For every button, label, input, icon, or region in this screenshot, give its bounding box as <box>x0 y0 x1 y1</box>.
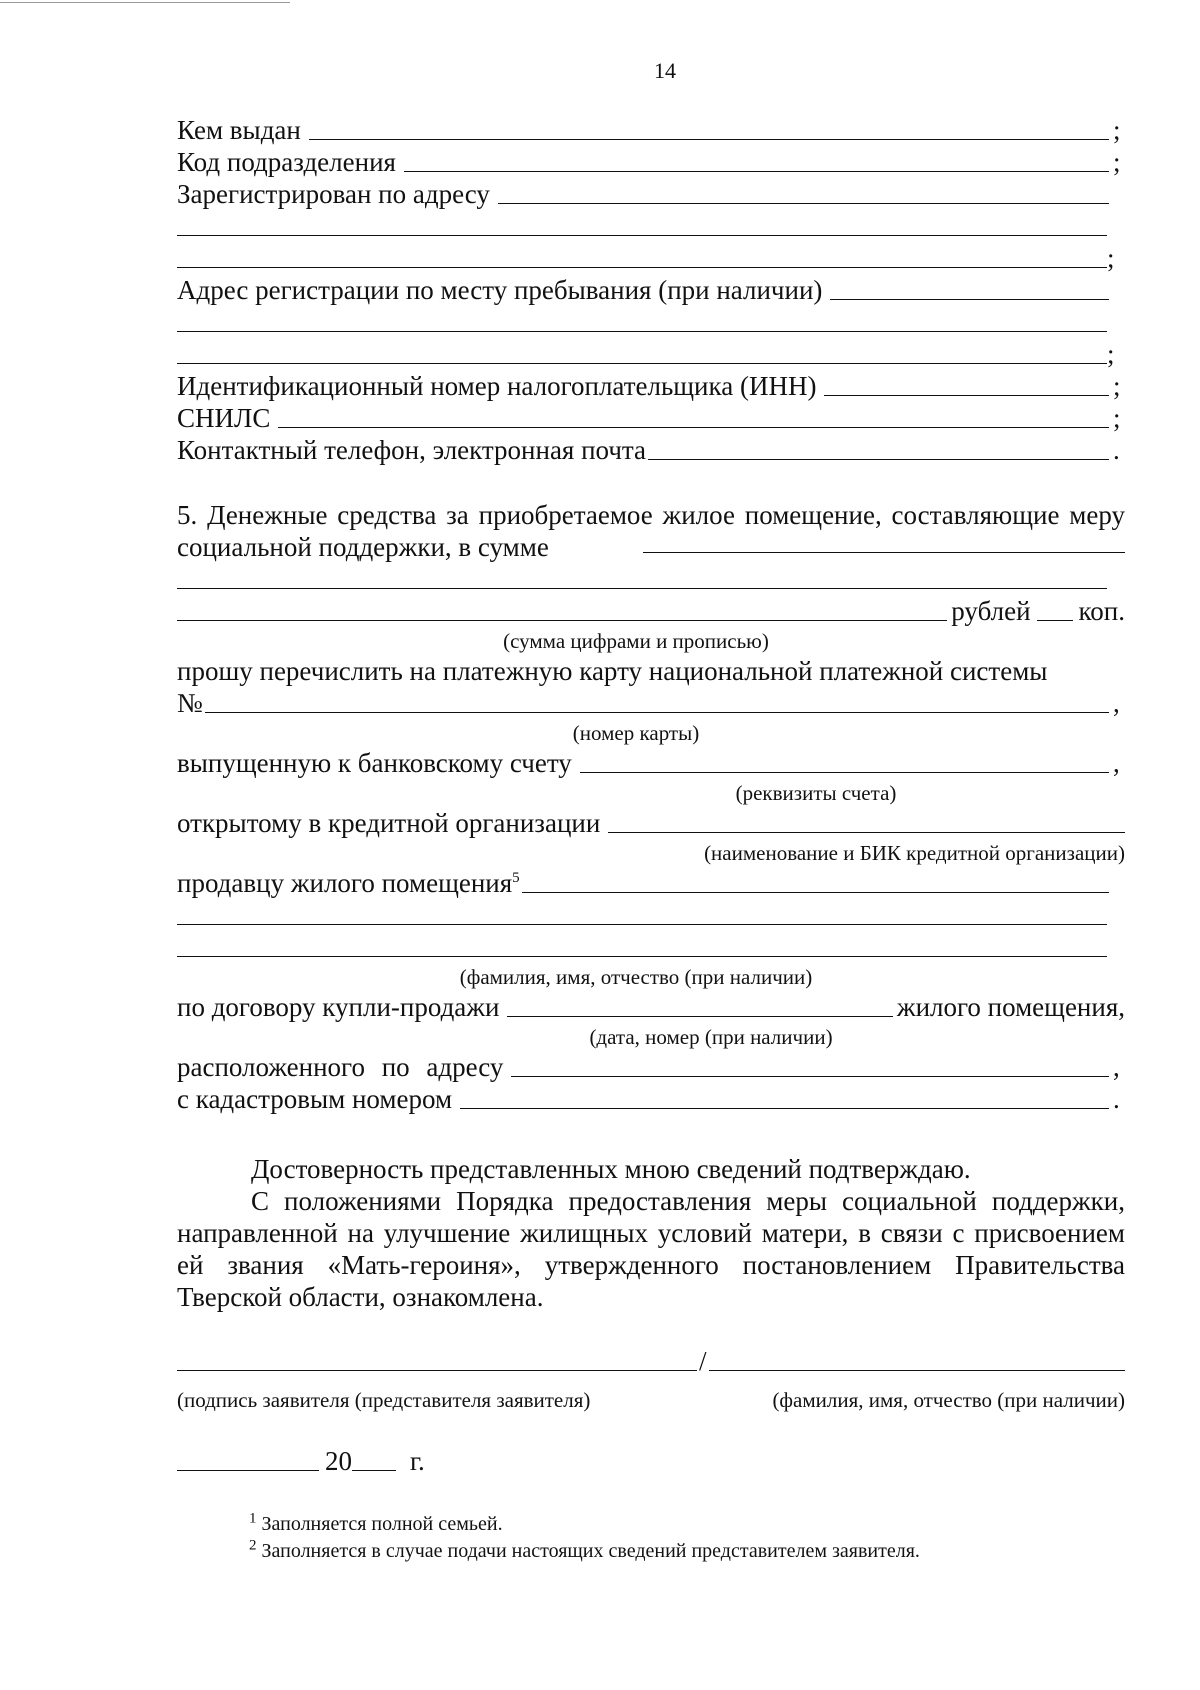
signature-caption: (подпись заявителя (представителя заявителя) <box>177 1388 591 1412</box>
footnote-1 <box>249 1511 1125 1538</box>
cadastral-row <box>177 1083 1125 1115</box>
semicolon: ; <box>1107 243 1115 273</box>
sum-line-3 <box>177 595 1125 627</box>
seller-field[interactable] <box>522 892 1109 893</box>
cadastral-label: с кадастровым номером <box>177 1084 453 1114</box>
account-field[interactable] <box>580 772 1109 773</box>
contract-field[interactable] <box>507 1016 893 1017</box>
contact-label: Контактный телефон, электронная почта <box>177 435 647 465</box>
contract-caption: (дата, номер (при наличии) <box>589 1025 833 1049</box>
date-day-month-field[interactable] <box>177 1470 319 1471</box>
date-century: 20 <box>325 1446 352 1476</box>
kopecks-field[interactable] <box>1037 620 1073 621</box>
inn-field[interactable] <box>824 395 1109 396</box>
footnote-mark-5: 5 <box>512 870 520 886</box>
seller-field-2[interactable] <box>177 924 1107 925</box>
semicolon: ; <box>1113 371 1121 401</box>
section5-intro-text: 5. Денежные средства за приобретаемое жилое помещение, составляющие меру социальной поддержки, в сумме <box>177 500 1125 562</box>
sum-field-3[interactable] <box>177 620 947 621</box>
period: . <box>1113 1084 1120 1114</box>
semicolon: ; <box>1113 403 1121 433</box>
registered-address-row <box>177 178 1125 210</box>
page-number: 14 <box>654 58 676 83</box>
snils-row <box>177 402 1125 434</box>
temp-address-line-3 <box>177 338 1125 370</box>
located-row <box>177 1051 1125 1083</box>
comma: , <box>1113 1052 1120 1082</box>
seller-field-3[interactable] <box>177 956 1107 957</box>
date-row <box>177 1443 1125 1477</box>
registered-address-label: Зарегистрирован по адресу <box>177 179 490 209</box>
seller-row <box>177 867 1125 899</box>
bank-row <box>177 807 1125 839</box>
signature-captions <box>177 1385 1125 1415</box>
card-caption: (номер карты) <box>572 721 700 745</box>
sum-line-2 <box>177 563 1125 595</box>
issued-by-row <box>177 114 1125 146</box>
section5-intro <box>177 499 1125 563</box>
division-code-row <box>177 146 1125 178</box>
seller-label <box>177 868 520 899</box>
contact-field[interactable] <box>648 459 1109 460</box>
account-row <box>177 747 1125 779</box>
account-caption: (реквизиты счета) <box>735 781 897 805</box>
support-sum-field[interactable] <box>643 552 1125 553</box>
bank-label: открытому в кредитной организации <box>177 808 601 838</box>
period: . <box>1113 435 1120 465</box>
seller-line-3 <box>177 931 1125 963</box>
snils-label: СНИЛС <box>177 403 271 433</box>
temp-address-field-2[interactable] <box>177 331 1107 332</box>
bank-field[interactable] <box>608 832 1125 833</box>
division-code-label: Код подразделения <box>177 147 396 177</box>
issued-by-field[interactable] <box>309 139 1109 140</box>
contact-row <box>177 434 1125 466</box>
inn-row <box>177 370 1125 402</box>
temp-address-field-3[interactable] <box>177 363 1107 364</box>
seller-label-text: продавцу жилого помещения <box>177 868 513 898</box>
semicolon: ; <box>1113 147 1121 177</box>
footnote-2 <box>249 1538 1125 1565</box>
located-address-field[interactable] <box>511 1076 1109 1077</box>
comma: , <box>1113 688 1120 718</box>
division-code-field[interactable] <box>404 171 1109 172</box>
contract-label: по договору купли-продажи <box>177 992 500 1022</box>
semicolon: ; <box>1113 115 1121 145</box>
card-number-row <box>177 687 1125 719</box>
contract-tail: жилого помещения, <box>896 992 1125 1022</box>
kopecks-label: коп. <box>1078 596 1125 626</box>
date-year-suffix: г. <box>410 1446 425 1476</box>
registered-address-line-3 <box>177 242 1125 274</box>
footnote-1-mark: 1 <box>249 1510 257 1527</box>
footnote-2-mark: 2 <box>249 1537 257 1554</box>
cadastral-number-field[interactable] <box>460 1108 1109 1109</box>
signature-field[interactable] <box>177 1370 697 1371</box>
rubles-label: рублей <box>951 596 1031 626</box>
form-content <box>177 114 1125 1565</box>
contract-row <box>177 991 1125 1023</box>
footnote-2-text: Заполняется в случае подачи настоящих сведений представителем заявителя. <box>261 1540 920 1562</box>
footnotes <box>249 1511 1125 1565</box>
temp-address-label: Адрес регистрации по месту пребывания (при наличии) <box>177 275 823 305</box>
snils-field[interactable] <box>278 427 1109 428</box>
confirmation-line: Достоверность представленных мною сведений подтверждаю. <box>251 1154 971 1184</box>
scan-edge-line <box>0 2 290 3</box>
transfer-text: прошу перечислить на платежную карту национальной платежной системы <box>177 656 1048 686</box>
registered-address-field[interactable] <box>498 203 1109 204</box>
transfer-row <box>177 655 1125 687</box>
comma: , <box>1113 748 1120 778</box>
registered-address-line-2 <box>177 210 1125 242</box>
semicolon: ; <box>1107 339 1115 369</box>
signature-row <box>177 1343 1125 1377</box>
seller-caption: (фамилия, имя, отчество (при наличии) <box>459 965 813 989</box>
sum-field-2[interactable] <box>177 588 1107 589</box>
temp-address-field[interactable] <box>830 299 1109 300</box>
card-number-field[interactable] <box>205 712 1109 713</box>
full-name-field[interactable] <box>709 1370 1125 1371</box>
seller-line-2 <box>177 899 1125 931</box>
bank-caption: (наименование и БИК кредитной организации) <box>704 841 1125 865</box>
located-label: расположенного по адресу <box>177 1052 504 1082</box>
temp-address-line-2 <box>177 306 1125 338</box>
account-label: выпущенную к банковскому счету <box>177 748 572 778</box>
number-sign: № <box>177 688 203 718</box>
inn-label: Идентификационный номер налогоплательщика (ИНН) <box>177 371 817 401</box>
signature-separator: / <box>699 1346 707 1376</box>
registered-address-field-3[interactable] <box>177 267 1107 268</box>
temp-address-row <box>177 274 1125 306</box>
footnote-1-text: Заполняется полной семьей. <box>261 1513 503 1535</box>
date-year-field[interactable] <box>352 1470 396 1471</box>
registered-address-field-2[interactable] <box>177 235 1107 236</box>
issued-by-label: Кем выдан <box>177 115 301 145</box>
sum-caption: (сумма цифрами и прописью) <box>503 629 769 653</box>
acknowledgement-paragraph: С положениями Порядка предоставления меры социальной поддержки, направленной на улучшение жилищных условий матери, в связи с присвоением ей звания «Мать-героиня», утвержденного постановлением Правительства Тверской области, ознакомлена. <box>177 1186 1125 1312</box>
name-caption: (фамилия, имя, отчество (при наличии) <box>772 1388 1125 1412</box>
